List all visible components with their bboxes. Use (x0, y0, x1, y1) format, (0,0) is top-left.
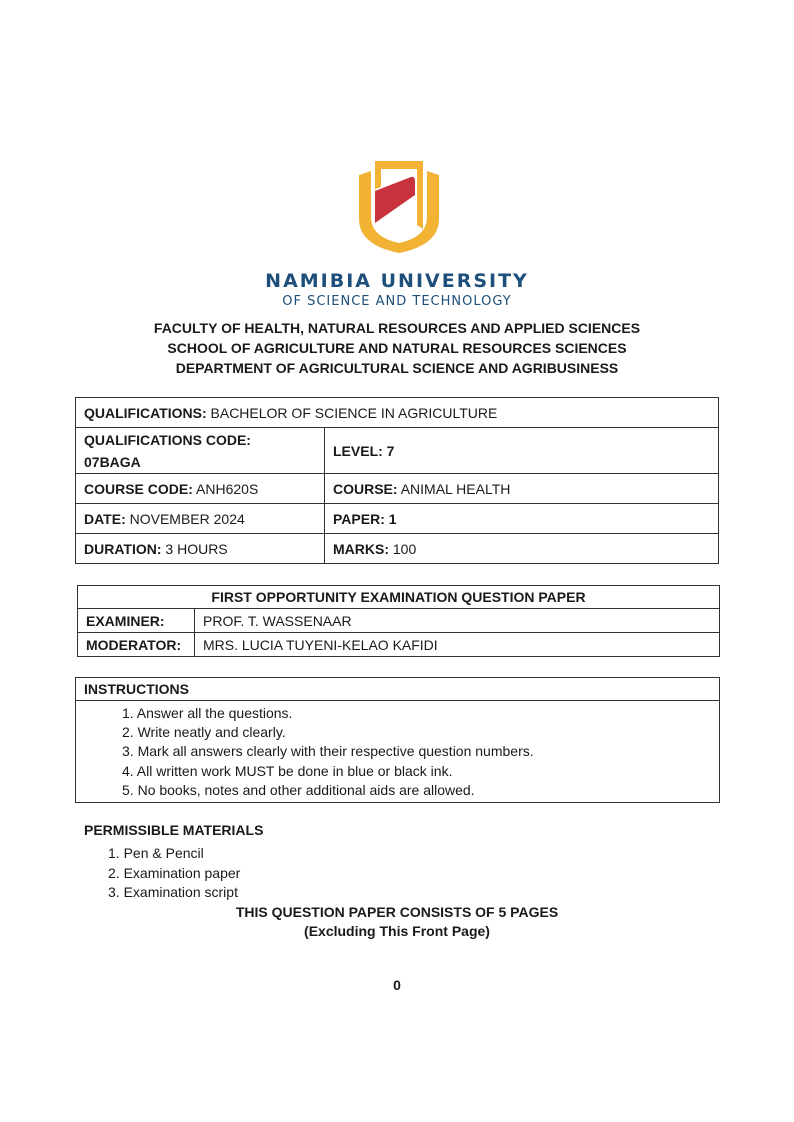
moderator-label: MODERATOR: (78, 633, 195, 657)
instruction-item: 5. No books, notes and other additional aids are allowed. (122, 782, 475, 798)
instruction-item: 3. Mark all answers clearly with their respective question numbers. (122, 743, 534, 759)
permissible-title: PERMISSIBLE MATERIALS (84, 822, 264, 838)
level-label: LEVEL: (333, 442, 383, 459)
excluding-note: (Excluding This Front Page) (304, 923, 490, 939)
page-number: 0 (393, 977, 401, 993)
instruction-item: 1. Answer all the questions. (122, 705, 293, 721)
permissible-item: 2. Examination paper (108, 865, 241, 881)
instruction-item: 4. All written work MUST be done in blue or black ink. (122, 763, 453, 779)
course-label: COURSE: (333, 480, 398, 497)
date-label: DATE: (84, 510, 126, 527)
school-name: SCHOOL OF AGRICULTURE AND NATURAL RESOURCES SCIENCES (167, 340, 627, 356)
course-details-table (75, 397, 719, 564)
course-value: ANIMAL HEALTH (400, 480, 511, 497)
university-logo-icon (355, 157, 443, 255)
course-code-value: ANH620S (196, 480, 259, 497)
qual-code-label: QUALIFICATIONS CODE: (84, 431, 251, 448)
paper-label: PAPER: (333, 510, 385, 527)
page-count-note: THIS QUESTION PAPER CONSISTS OF 5 PAGES (235, 904, 559, 920)
examiner-table (77, 585, 720, 657)
instructions-title: INSTRUCTIONS (76, 678, 719, 701)
examiner-label: EXAMINER: (78, 609, 195, 633)
faculty-name: FACULTY OF HEALTH, NATURAL RESOURCES AND APPLIED SCIENCES (153, 320, 641, 336)
marks-value: 100 (392, 540, 417, 557)
examiner-value: PROF. T. WASSENAAR (195, 609, 720, 633)
university-subtitle: OF SCIENCE AND TECHNOLOGY (282, 294, 512, 309)
moderator-value: MRS. LUCIA TUYENI-KELAO KAFIDI (195, 633, 720, 657)
duration-label: DURATION: (84, 540, 162, 557)
exam-title: FIRST OPPORTUNITY EXAMINATION QUESTION PAPER (78, 586, 720, 609)
date-value: NOVEMBER 2024 (129, 510, 245, 527)
qualifications-label: QUALIFICATIONS: (84, 404, 207, 421)
level-value: 7 (386, 442, 395, 459)
permissible-item: 3. Examination script (108, 884, 238, 900)
course-code-label: COURSE CODE: (84, 480, 193, 497)
university-name: NAMIBIA UNIVERSITY (265, 270, 529, 292)
qual-code-value: 07BAGA (84, 453, 141, 470)
qualifications-value: BACHELOR OF SCIENCE IN AGRICULTURE (210, 404, 498, 421)
duration-value: 3 HOURS (165, 540, 228, 557)
paper-value: 1 (388, 510, 397, 527)
permissible-item: 1. Pen & Pencil (108, 845, 204, 861)
instruction-item: 2. Write neatly and clearly. (122, 724, 286, 740)
marks-label: MARKS: (333, 540, 389, 557)
department-name: DEPARTMENT OF AGRICULTURAL SCIENCE AND AGRIBUSINESS (175, 360, 619, 376)
